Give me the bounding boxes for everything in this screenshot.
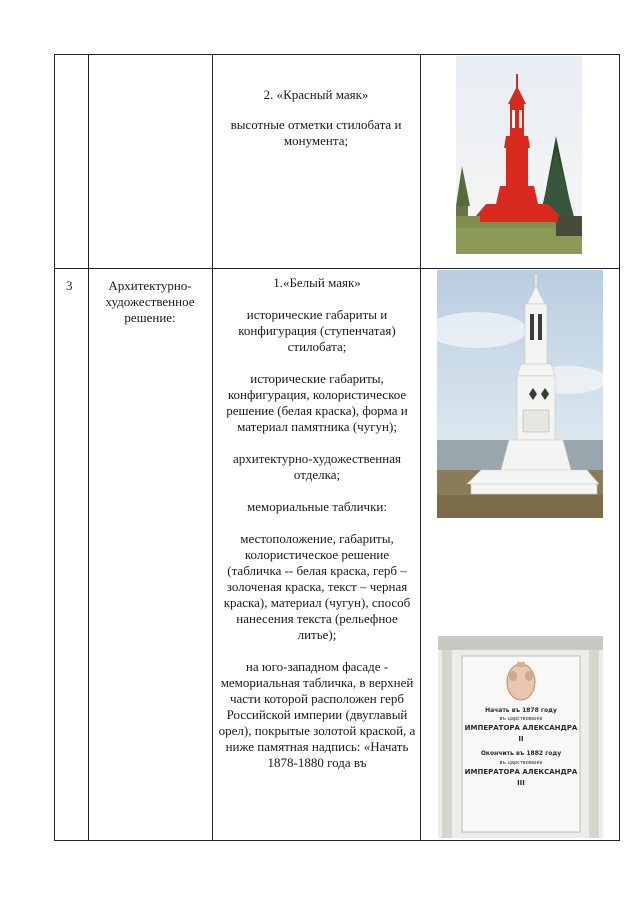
white-lighthouse-content: [218, 275, 416, 771]
white-lighthouse-photo: [437, 270, 603, 518]
memorial-plaque-photo: [438, 636, 603, 838]
white-lighthouse-title: 1.«Белый маяк»: [273, 275, 361, 290]
column-divider-3: [420, 54, 421, 841]
paragraph-southwest-facade: на юго-западном фасаде - мемориальная табличка, в верхней части которой расположен герб Российской империи (двуглавый орел), покрытые золотой краской, а ниже памятная надпись: «Начать 1878-1880 года въ: [218, 659, 416, 770]
row-category: Архитектурно-художественное решение:: [105, 278, 195, 325]
table-right-border: [619, 54, 620, 841]
paragraph-plaques-heading: мемориальные таблички:: [247, 499, 387, 514]
upper-row-content: [218, 87, 414, 165]
paragraph-plaque-details: местоположение, габариты, колористическое решение (табличка -- белая краска, герб – золоченая краска, текст – черная краска), материал (чугун), способ нанесения текста (рельефное литье);: [223, 531, 411, 642]
plaque-inscription: [464, 706, 578, 789]
column-divider-2: [212, 54, 213, 841]
red-lighthouse-photo: [456, 56, 582, 254]
row-number: 3: [66, 278, 73, 293]
red-lighthouse-text: высотные отметки стилобата и монумента;: [230, 117, 402, 148]
table-top-border: [54, 54, 620, 55]
row-divider: [54, 268, 620, 269]
paragraph-decoration: архитектурно-художественная отделка;: [233, 451, 401, 482]
paragraph-stylobate: исторические габариты и конфигурация (ступенчатая) стилобата;: [238, 307, 396, 354]
plaque-line-6: ИМПЕРАТОРА АЛЕКСАНДРА III: [464, 768, 578, 787]
plaque-line-1: Начать въ 1878 году: [485, 707, 557, 714]
column-divider-1: [88, 54, 89, 841]
red-lighthouse-title: 2. «Красный маяк»: [263, 87, 369, 102]
plaque-line-4: Окончить въ 1882 году: [480, 750, 562, 757]
plaque-line-3: ИМПЕРАТОРА АЛЕКСАНДРА II: [464, 724, 578, 743]
plaque-line-5: въ царствованiе: [499, 760, 543, 766]
table-left-border: [54, 54, 55, 841]
paragraph-monument: исторические габариты, конфигурация, колористическое решение (белая краска), форма и материал памятника (чугун);: [226, 371, 408, 434]
table-bottom-border: [54, 840, 620, 841]
plaque-line-2: въ царствованiе: [499, 716, 543, 722]
